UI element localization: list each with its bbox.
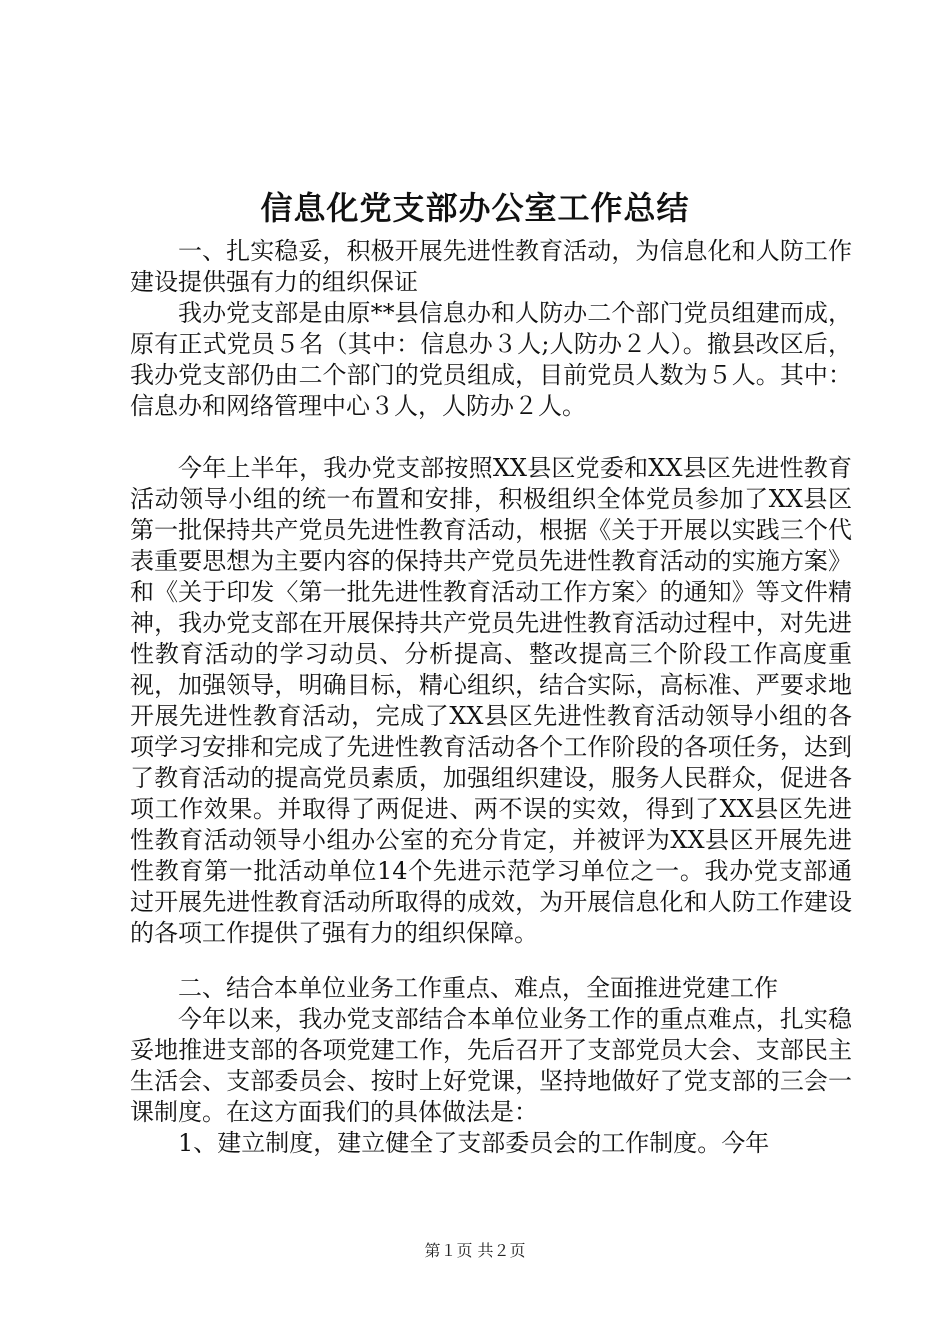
section-heading-2: 二、结合本单位业务工作重点、难点，全面推进党建工作 bbox=[178, 974, 778, 1002]
page-number-footer: 第１页 共２页 bbox=[424, 1241, 526, 1260]
document-title: 信息化党支部办公室工作总结 bbox=[260, 189, 690, 227]
paragraph-party-building: 今年以来，我办党支部结合本单位业务工作的重点难点，扎实稳妥地推进支部的各项党建工作，先后召开了支部党员大会、支部民主生活会、支部委员会、按时上好党课，坚持地做好了党支部的三会一课制度。在这方面我们的具体做法是： bbox=[130, 1005, 852, 1126]
paragraph-education-activity: 今年上半年，我办党支部按照XX县区党委和XX县区先进性教育活动领导小组的统一布置和安排，积极组织全体党员参加了XX县区第一批保持共产党员先进性教育活动，根据《关于开展以实践三个代表重要思想为主要内容的保持共产党员先进性教育活动的实施方案》和《关于印发〈第一批先进性教育活动工作方案〉的通知》等文件精神，我办党支部在开展保持共产党员先进性教育活动过程中，对先进性教育活动的学习动员、分析提高、整改提高三个阶段工作高度重视，加强领导，明确目标，精心组织，结合实际，高标准、严要求地开展先进性教育活动，完成了XX县区先进性教育活动领导小组的各项学习安排和完成了先进性教育活动各个工作阶段的各项任务，达到了教育活动的提高党员素质，加强组织建设，服务人民群众，促进各项工作效果。并取得了两促进、两不误的实效，得到了XX县区先进性教育活动领导小组办公室的充分肯定，并被评为XX县区开展先进性教育第一批活动单位14个先进示范学习单位之一。我办党支部通过开展先进性教育活动所取得的成效，为开展信息化和人防工作建设的各项工作提供了强有力的组织保障。 bbox=[130, 454, 852, 947]
paragraph-system-building: 1、建立制度，建立健全了支部委员会的工作制度。今年 bbox=[178, 1129, 770, 1157]
paragraph-party-branch-composition: 我办党支部是由原**县信息办和人防办二个部门党员组建而成，原有正式党员５名（其中：信息办３人;人防办２人）。撤县改区后，我办党支部仍由二个部门的党员组成，目前党员人数为５人。其中：信息办和网络管理中心３人，人防办２人。 bbox=[130, 299, 852, 420]
document-body bbox=[130, 236, 852, 1159]
section-heading-1: 一、扎实稳妥，积极开展先进性教育活动，为信息化和人防工作建设提供强有力的组织保证 bbox=[130, 237, 852, 296]
